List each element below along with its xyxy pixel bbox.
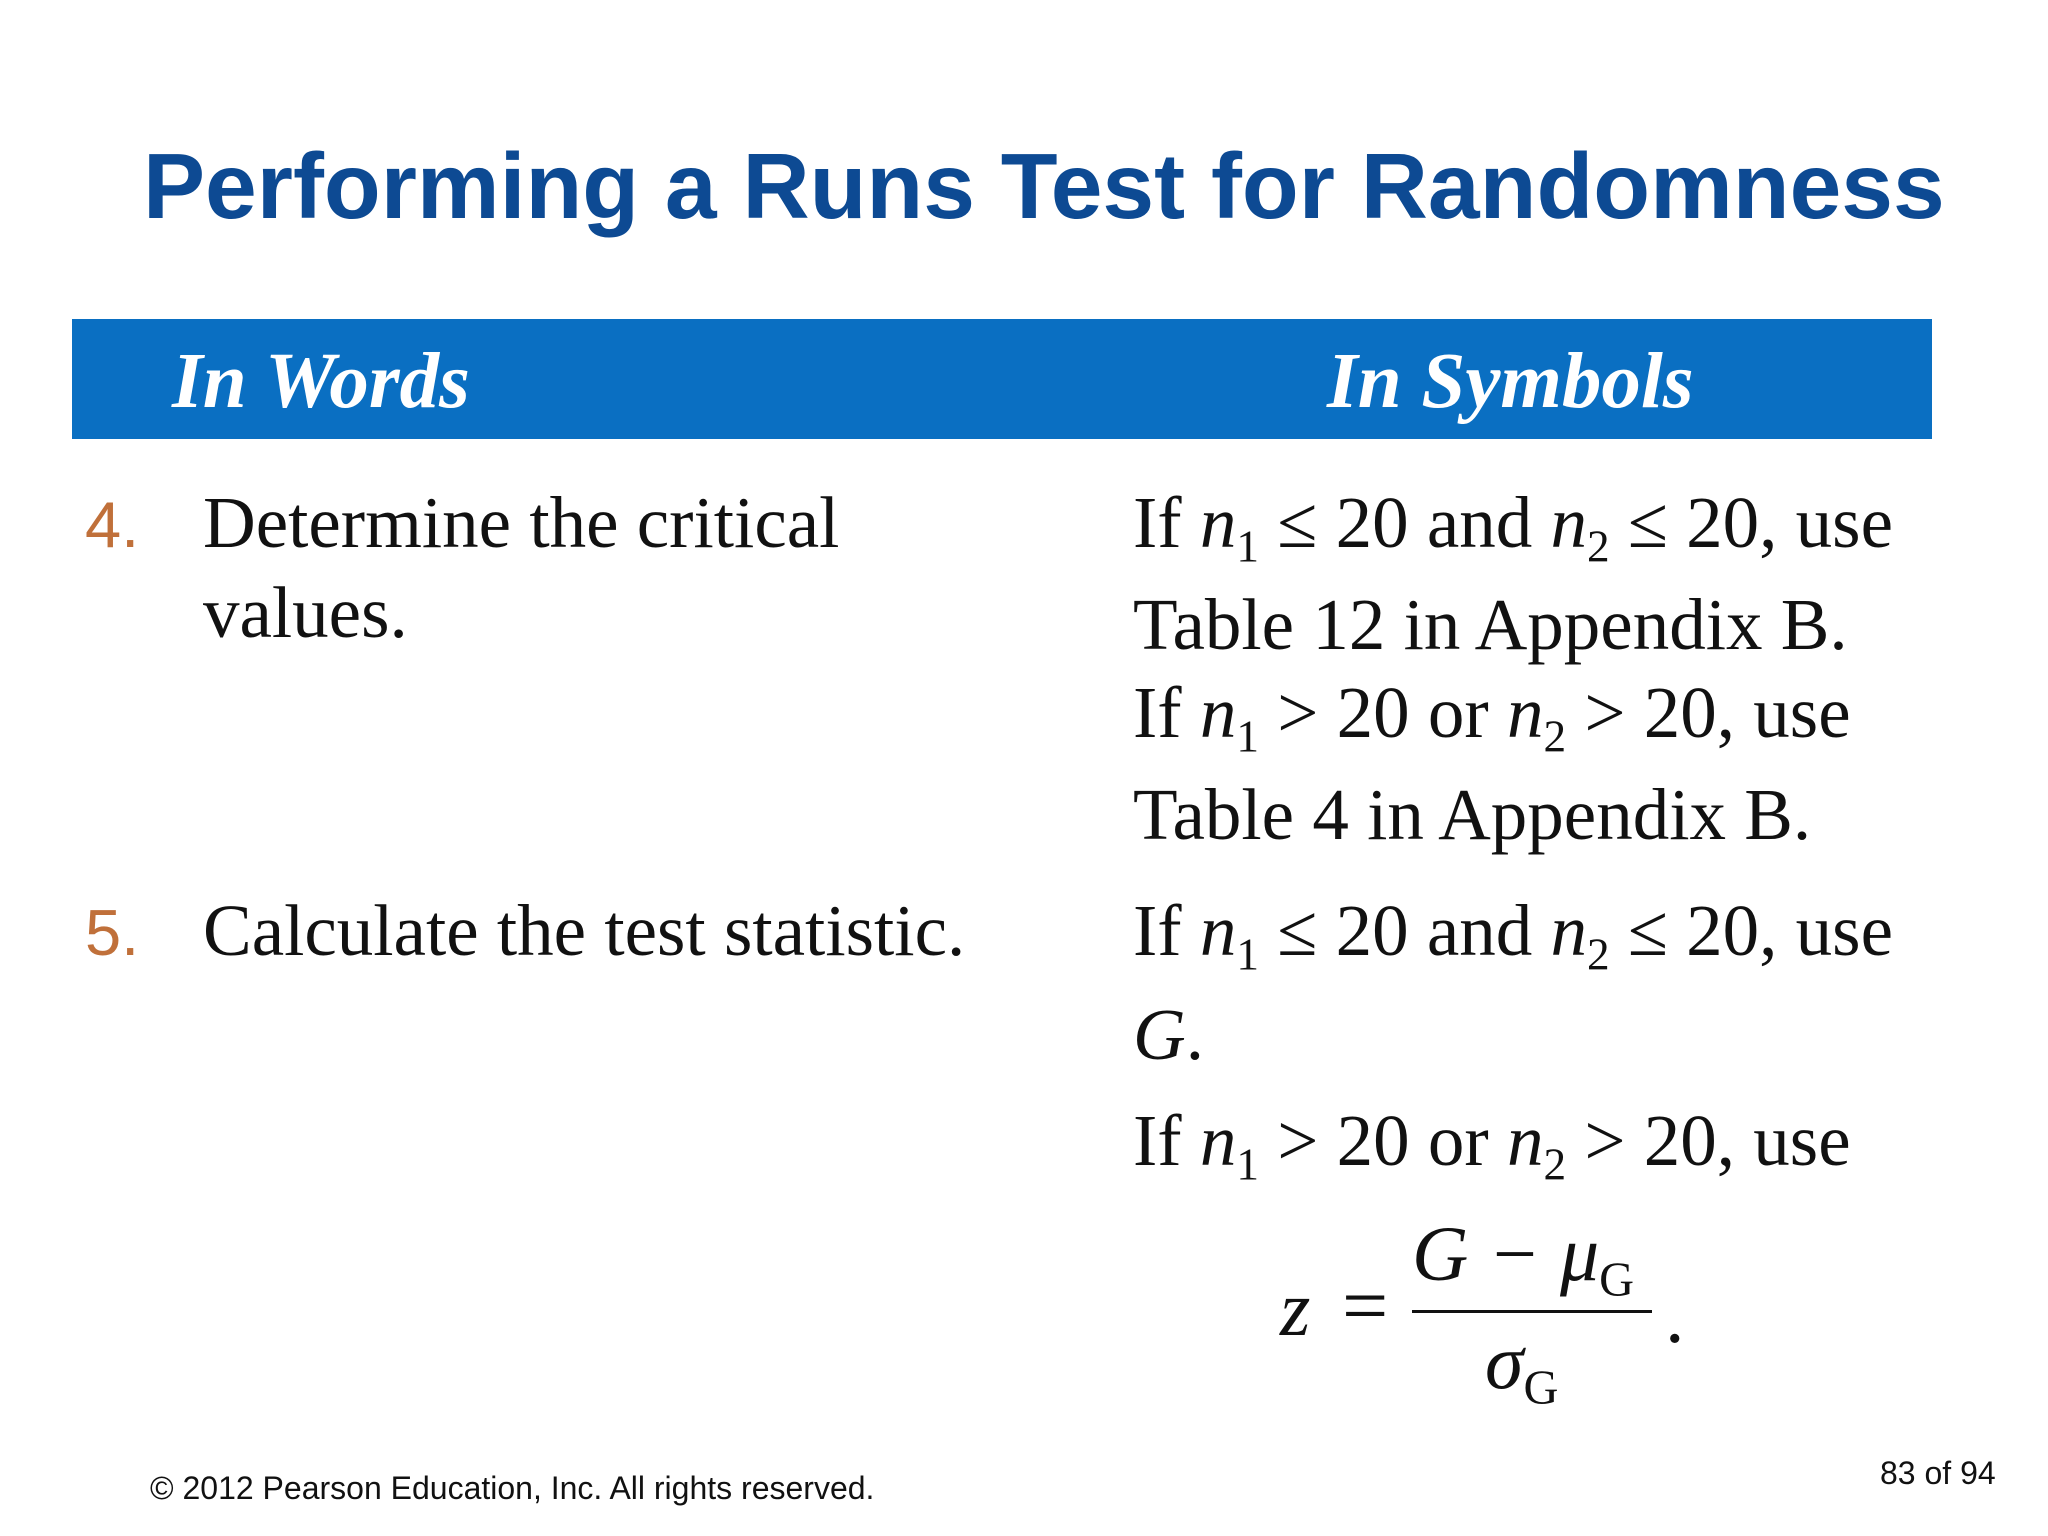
copyright-notice: © 2012 Pearson Education, Inc. All rights reserved.	[150, 1470, 875, 1506]
symbols-line: If $n_1 > 20$ or $n_2 > 20$, use	[1133, 1100, 1851, 1190]
formula-lhs: z	[1280, 1265, 1311, 1352]
step-text-line: Determine the critical	[203, 482, 840, 563]
symbols-line: Table 4 in Appendix B.	[1133, 774, 1812, 855]
header-in-symbols: In Symbols	[1327, 338, 1694, 425]
symbols-line: If $n_1 \le 20$ and $n_2 \le 20$, use	[1133, 482, 1893, 572]
formula-numerator: $G - \mu_G$	[1412, 1210, 1635, 1307]
page-indicator: 83 of 94	[1880, 1455, 1996, 1491]
header-in-words: In Words	[172, 338, 470, 425]
step-text-line: values.	[203, 572, 408, 653]
symbols-line: If $n_1 \le 20$ and $n_2 \le 20$, use	[1133, 890, 1893, 980]
formula-denominator: $\sigma_G$	[1485, 1318, 1559, 1415]
z-score-formula	[1280, 1210, 1700, 1415]
slide-title: Performing a Runs Test for Randomness	[143, 134, 1945, 238]
formula-equals: =	[1342, 1260, 1389, 1351]
step-number: 4.	[85, 488, 140, 561]
formula-period: .	[1665, 1272, 1685, 1359]
table-header-bar	[72, 319, 1932, 439]
step-number: 5.	[85, 896, 140, 969]
fraction-bar	[1412, 1310, 1652, 1313]
step-text-line: Calculate the test statistic.	[203, 890, 966, 971]
symbols-line: Table 12 in Appendix B.	[1133, 584, 1848, 665]
symbols-line: If $n_1 > 20$ or $n_2 > 20$, use	[1133, 672, 1851, 762]
symbols-line: G.	[1133, 994, 1204, 1075]
